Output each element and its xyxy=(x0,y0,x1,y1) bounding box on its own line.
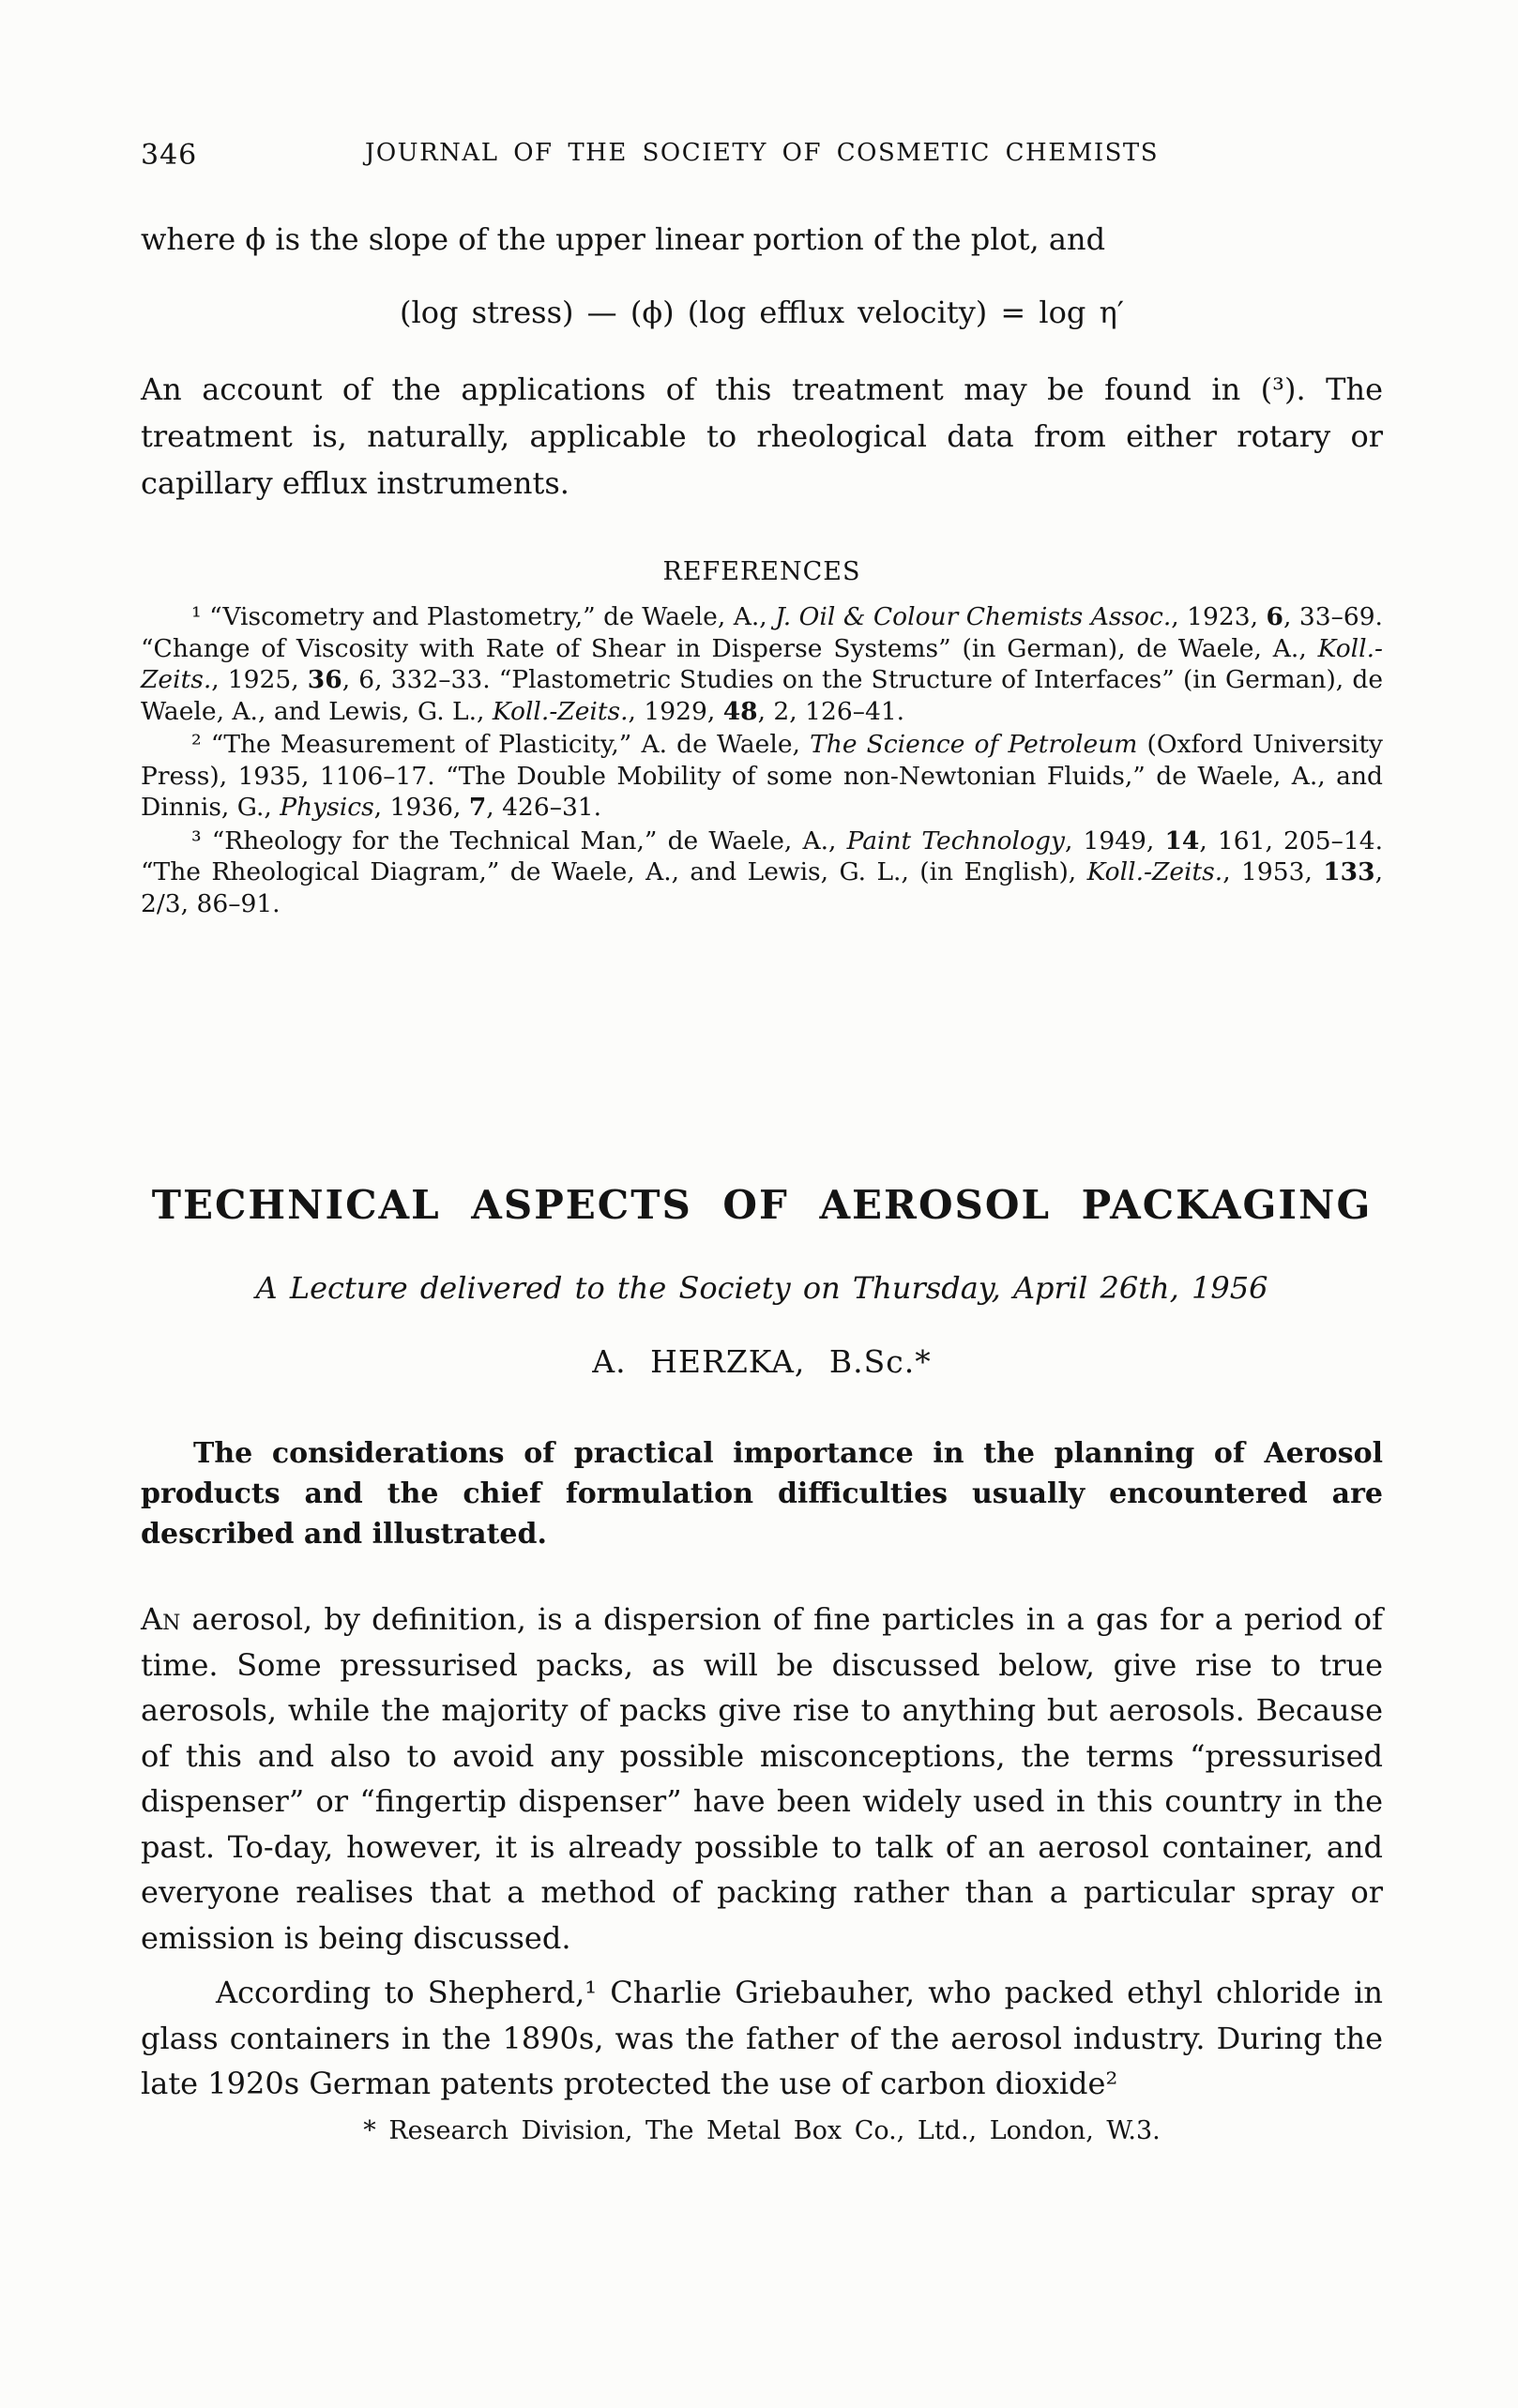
equation: (log stress) — (ϕ) (log efflux velocity) = log η′ xyxy=(400,295,1124,330)
footnote: * Research Division, The Metal Box Co., Ltd., London, W.3. xyxy=(363,2116,1161,2145)
body-paragraph: According to Shepherd,¹ Charlie Griebauher, who packed ethyl chloride in glass containers in the 1890s, was the father of the aerosol industry. During the late 1920s German patents protected the use of carbon dioxide² xyxy=(141,1975,1383,2101)
body-paragraph: An aerosol, by definition, is a dispersion of fine particles in a gas for a period of time. Some pressurised packs, as will be discussed below, give rise to true aerosols, while the majority of packs give rise to anything but aerosols. Because of this and also to avoid any possible misconceptions, the terms “pressurised dispenser” or “fingertip dispenser” have been widely used in this country in the past. To-day, however, it is already possible to talk of an aerosol container, and everyone realises that a method of packing rather than a particular spray or emission is being discussed. xyxy=(141,1601,1383,1956)
closing-paragraph: An account of the applications of this treatment may be found in (³). The treatment is, naturally, applicable to rheological data from either rotary or capillary efflux instruments. xyxy=(141,371,1383,501)
journal-title: JOURNAL OF THE SOCIETY OF COSMETIC CHEMISTS xyxy=(364,139,1160,167)
reference-entry: ² “The Measurement of Plasticity,” A. de Waele, The Science of Petroleum (Oxford University Press), 1935, 1106–17. “The Double Mobility of some non-Newtonian Fluids,” de Waele, A., and Dinnis, G., Physics, 1936, 7, 426–31. xyxy=(141,730,1383,822)
article-title: TECHNICAL ASPECTS OF AEROSOL PACKAGING xyxy=(151,1182,1373,1228)
page-header xyxy=(141,139,1383,173)
page-number: 346 xyxy=(141,139,198,172)
lecture-subtitle: A Lecture delivered to the Society on Thursday, April 26th, 1956 xyxy=(255,1270,1268,1306)
lead-in-text: where ϕ is the slope of the upper linear portion of the plot, and xyxy=(141,221,1106,257)
reference-entry: ¹ “Viscometry and Plastometry,” de Waele, A., J. Oil & Colour Chemists Assoc., 1923, 6, 33–69. “Change of Viscosity with Rate of Shear in Disperse Systems” (in German), de Waele, A., Koll.-Zeits., 1925, 36, 6, 332–33. “Plastometric Studies on the Structure of Interfaces” (in German), de Waele, A., and Lewis, G. L., Koll.-Zeits., 1929, 48, 2, 126–41. xyxy=(141,602,1383,726)
reference-entry: ³ “Rheology for the Technical Man,” de Waele, A., Paint Technology, 1949, 14, 161, 205–14. “The Rheological Diagram,” de Waele, A., and Lewis, G. L., (in English), Koll.-Zeits., 1953, 133, 2/3, 86–91. xyxy=(141,825,1384,918)
author-name: A. HERZKA, B.Sc.* xyxy=(592,1343,932,1380)
references-heading: REFERENCES xyxy=(662,557,861,586)
references-list xyxy=(141,601,1383,921)
abstract-paragraph: The considerations of practical importance in the planning of Aerosol products and the chief formulation difficulties usually encountered are described and illustrated. xyxy=(141,1437,1383,1551)
